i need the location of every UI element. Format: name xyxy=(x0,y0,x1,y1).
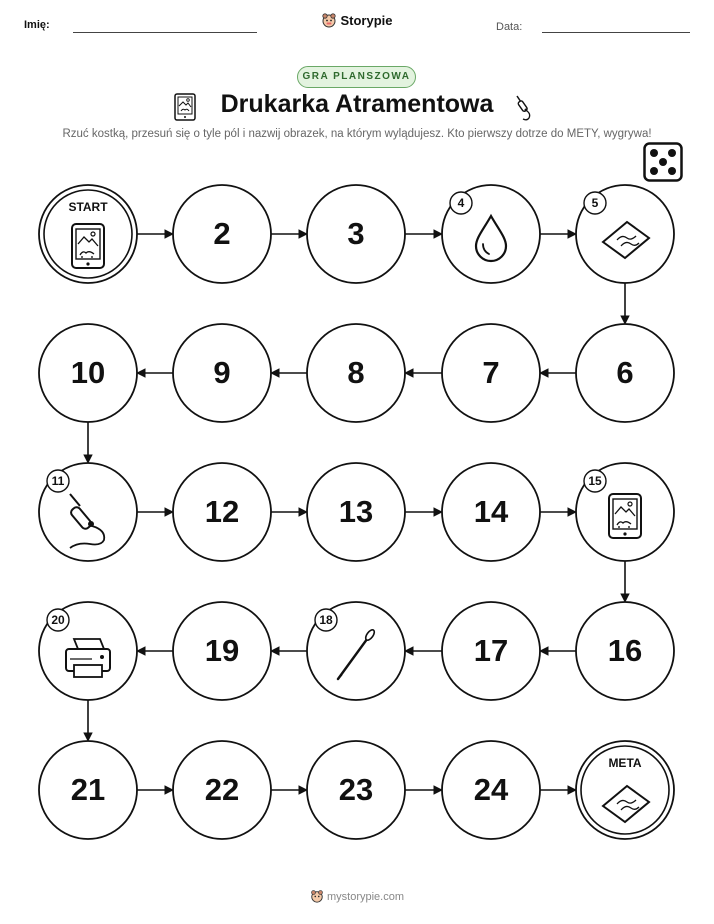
cell-number: 19 xyxy=(204,633,240,668)
cell-label: START xyxy=(68,200,108,214)
date-label: Data: xyxy=(496,21,523,33)
cell-number: 12 xyxy=(204,494,240,529)
cell-number: 7 xyxy=(482,355,500,390)
mascot-icon xyxy=(310,889,324,903)
instructions: Rzuć kostką, przesuń się o tyle pól i nazwij obrazek, na którym wylądujesz. Kto pierwszy dotrze do METY, wygrywa! xyxy=(62,128,652,140)
cell-number: 23 xyxy=(338,772,374,807)
brand-name: Storypie xyxy=(340,13,393,28)
cell-number: 2 xyxy=(213,216,231,251)
tablet-photo-icon xyxy=(609,494,641,538)
cell-number: 20 xyxy=(51,613,65,627)
cell-number: 8 xyxy=(347,355,365,390)
cell-number: 14 xyxy=(473,494,509,529)
cell-number: 21 xyxy=(70,772,106,807)
cell-number: 16 xyxy=(607,633,643,668)
page-title: Drukarka Atramentowa xyxy=(220,90,494,118)
tablet-photo-icon xyxy=(72,224,104,268)
cell-number: 5 xyxy=(591,196,599,210)
cell-number: 24 xyxy=(473,772,509,807)
cell-number: 18 xyxy=(319,613,333,627)
cell-number: 22 xyxy=(204,772,240,807)
name-label: Imię: xyxy=(24,19,50,31)
cell-number: 17 xyxy=(473,633,509,668)
cell-number: 10 xyxy=(70,355,106,390)
cell-number: 4 xyxy=(457,196,465,210)
cell-number: 15 xyxy=(588,474,602,488)
cell-number: 6 xyxy=(616,355,634,390)
cell-number: 9 xyxy=(213,355,231,390)
game-type-badge: GRA PLANSZOWA xyxy=(297,66,416,88)
footer xyxy=(0,889,714,903)
cell-number: 13 xyxy=(338,494,374,529)
cell-number: 3 xyxy=(347,216,365,251)
cell-number: 11 xyxy=(51,474,65,488)
footer-url: mystorypie.com xyxy=(326,891,405,903)
cell-label: META xyxy=(608,756,642,770)
